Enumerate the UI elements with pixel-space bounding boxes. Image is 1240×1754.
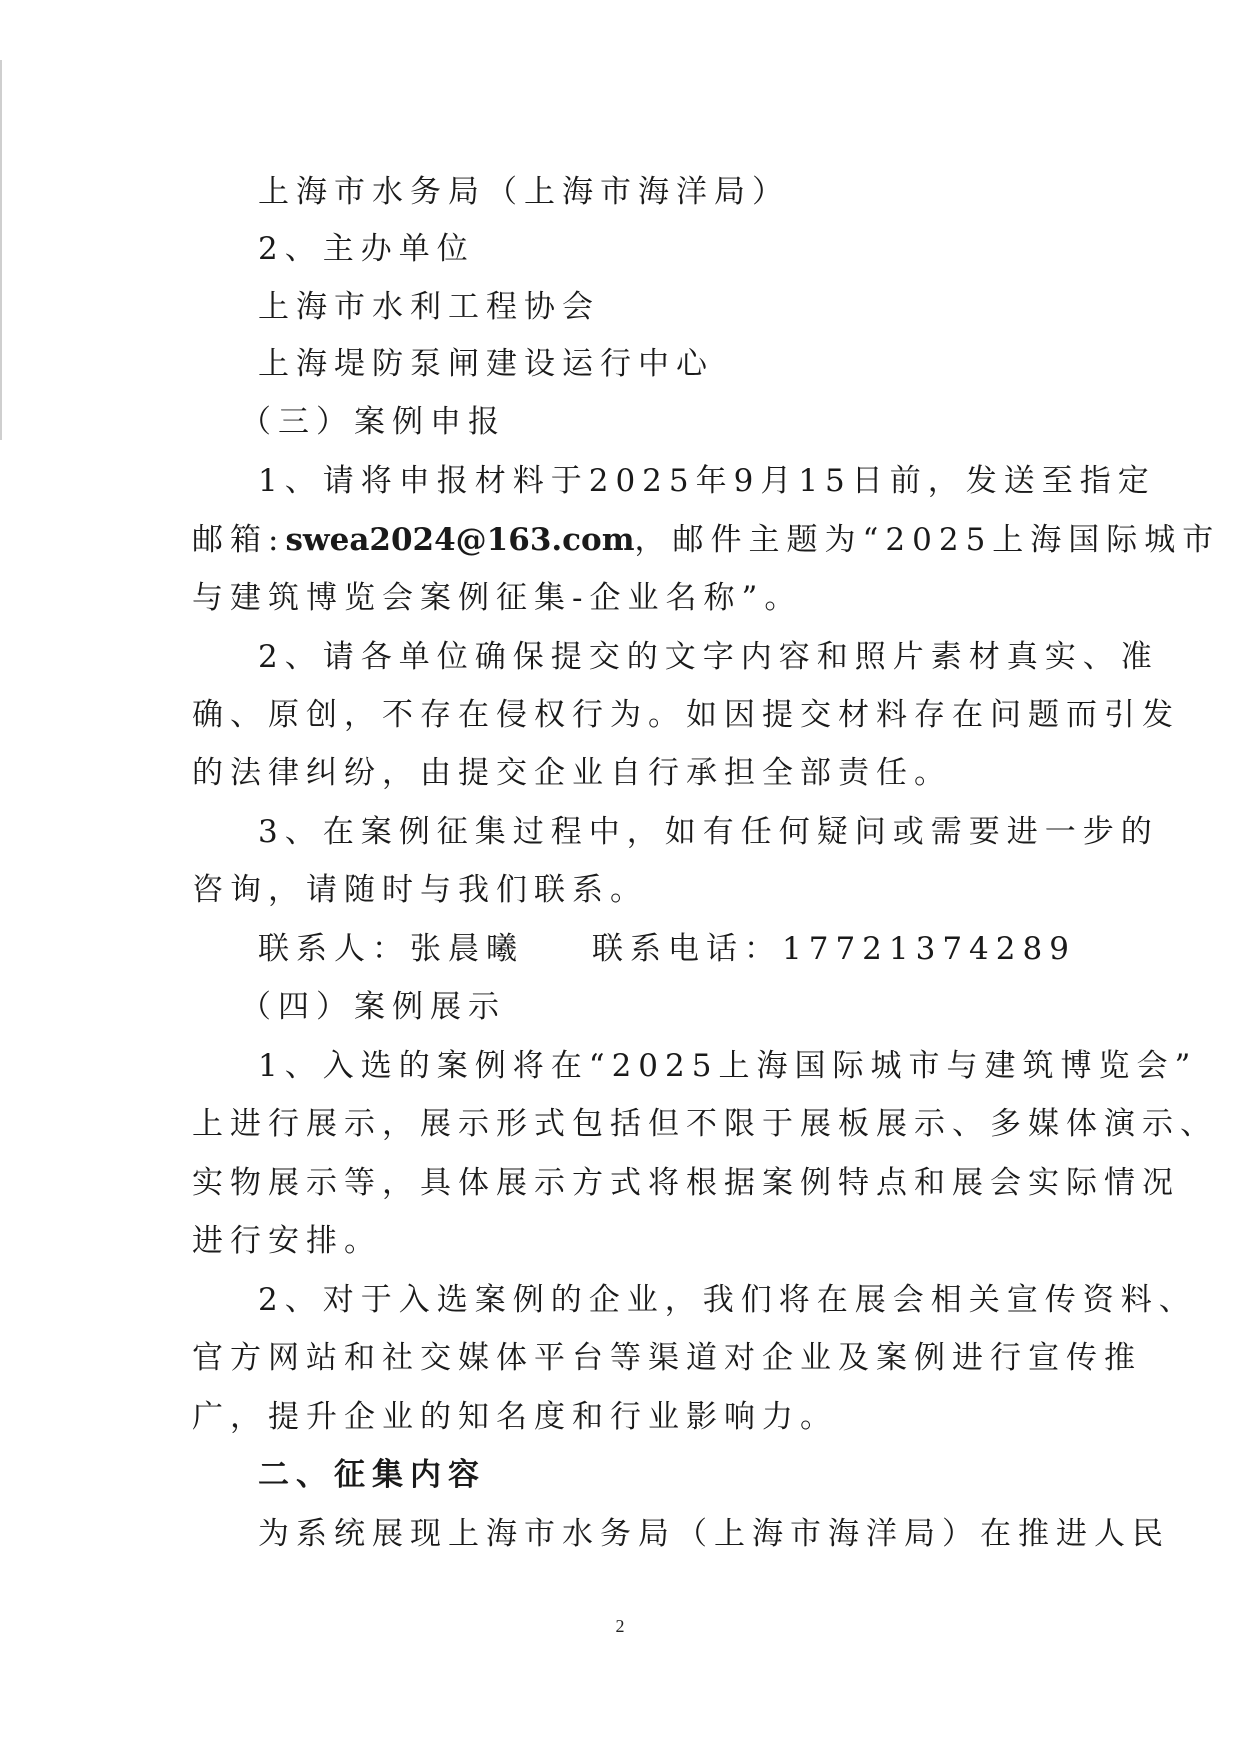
- body-line-submission-1: 1、请将申报材料于2025年9月15日前，发送至指定: [258, 463, 1156, 499]
- body-line-authenticity-2: 确、原创，不存在侵权行为。如因提交材料存在问题而引发: [192, 697, 1180, 733]
- contact-phone: 联系电话：17721374289: [592, 931, 1076, 967]
- body-line-host-title: 2、主办单位: [258, 231, 475, 267]
- body-line-submission-subject: 与建筑博览会案例征集-企业名称”。: [192, 580, 803, 616]
- contact-person: 联系人：张晨曦: [258, 931, 524, 967]
- body-line-submission-email: [192, 520, 1220, 560]
- section-heading-case-display: （四）案例展示: [240, 989, 506, 1025]
- body-line-display-2: 上进行展示，展示形式包括但不限于展板展示、多媒体演示、: [192, 1106, 1218, 1142]
- section-heading-case-submission: （三）案例申报: [240, 404, 506, 440]
- contact-info-line: [258, 929, 1076, 969]
- body-line-authenticity-3: 的法律纠纷，由提交企业自行承担全部责任。: [192, 755, 952, 791]
- body-line-host-1: 上海市水利工程协会: [258, 289, 600, 325]
- body-line-promotion-2: 官方网站和社交媒体平台等渠道对企业及案例进行宣传推: [192, 1340, 1142, 1376]
- body-line-display-1: 1、入选的案例将在“2025上海国际城市与建筑博览会”: [258, 1048, 1198, 1084]
- body-line-display-3: 实物展示等，具体展示方式将根据案例特点和展会实际情况: [192, 1165, 1180, 1201]
- scan-edge-shadow: [0, 60, 2, 440]
- body-line-content-1: 为系统展现上海市水务局（上海市海洋局）在推进人民: [258, 1516, 1170, 1552]
- email-address: swea2024@163.com: [285, 522, 635, 558]
- body-line-display-4: 进行安排。: [192, 1223, 382, 1259]
- email-subject: ，邮件主题为“2025上海国际城市: [634, 522, 1221, 558]
- page-number: 2: [615, 1616, 625, 1636]
- body-line-organizer: 上海市水务局（上海市海洋局）: [258, 174, 790, 210]
- body-line-promotion-1: 2、对于入选案例的企业，我们将在展会相关宣传资料、: [258, 1282, 1197, 1318]
- body-line-inquiry-2: 咨询，请随时与我们联系。: [192, 872, 648, 908]
- section-heading-content: 二、征集内容: [258, 1457, 486, 1493]
- email-label: 邮箱:: [192, 522, 286, 558]
- body-line-inquiry-1: 3、在案例征集过程中，如有任何疑问或需要进一步的: [258, 814, 1159, 850]
- body-line-promotion-3: 广，提升企业的知名度和行业影响力。: [192, 1399, 838, 1435]
- body-line-host-2: 上海堤防泵闸建设运行中心: [258, 346, 714, 382]
- body-line-authenticity-1: 2、请各单位确保提交的文字内容和照片素材真实、准: [258, 639, 1159, 675]
